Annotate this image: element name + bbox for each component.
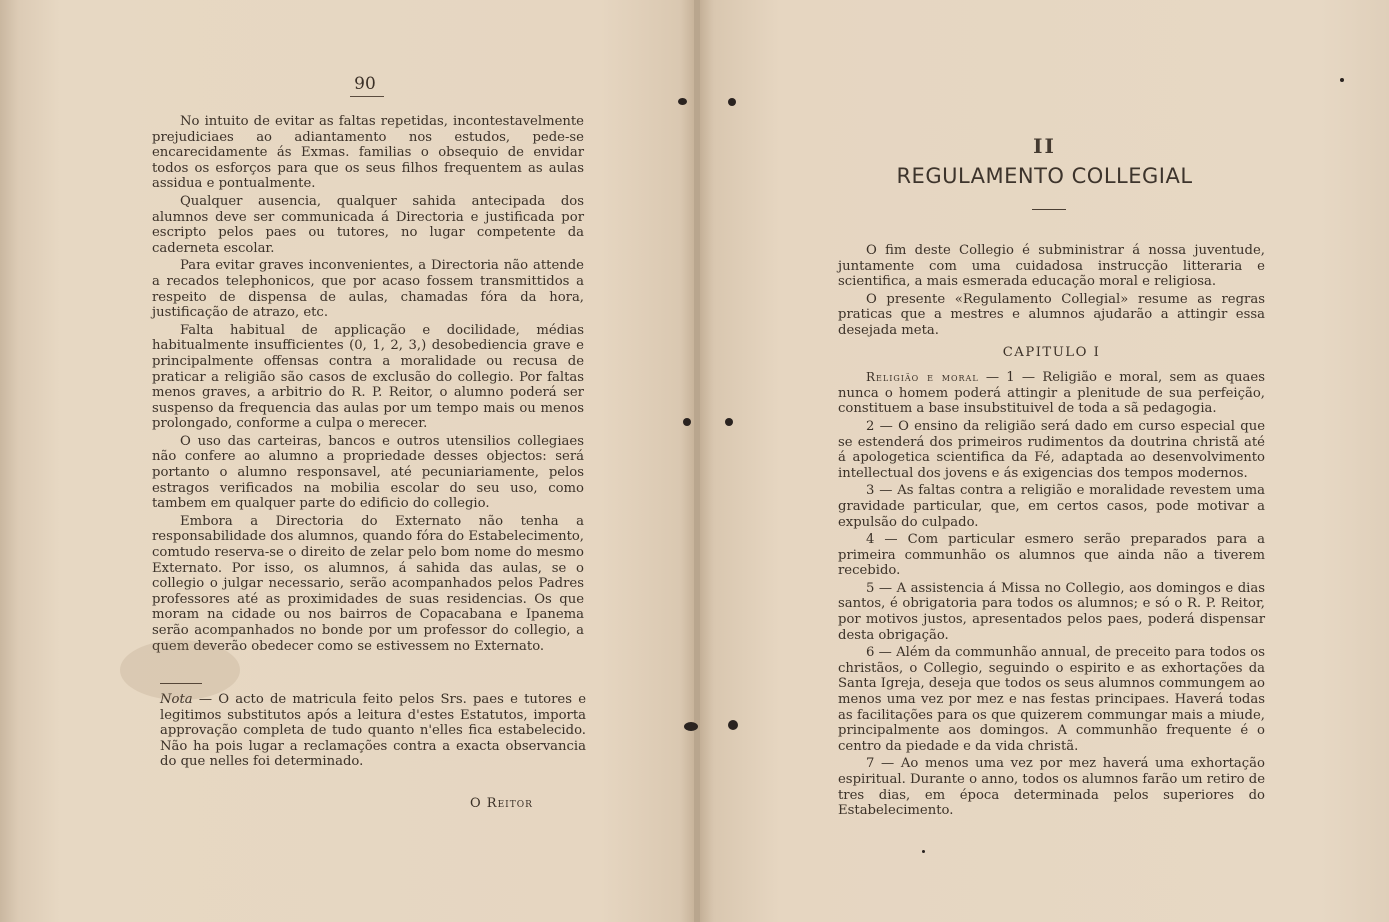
numbered-item: 7 — Ao menos uma vez por mez haverá uma exhortação espiritual. Durante o anno, todos os alumnos farão um retiro de tres dias, em época determinada pelos superiores do Estabelecimento. — [838, 756, 1265, 819]
numbered-item: 2 — O ensino da religião será dado em curso especial que se estenderá dos primeiros rudimentos da doutrina christã até á apologetica scientifica da Fé, adaptada ao desenvolvimento intellectual dos jovens e ás exigencias dos tempos modernos. — [838, 418, 1265, 481]
numbered-item: 5 — A assistencia á Missa no Collegio, aos domingos e dias santos, é obrigatoria para todos os alumnos; e só o R. P. Reitor, por motivos justos, apresentados pelos paes, poderá dispensar desta obrigação. — [838, 580, 1265, 643]
footnote — [160, 692, 586, 770]
left-page — [0, 0, 694, 922]
intro-paragraph: O fim deste Collegio é subministrar á nossa juventude, juntamente com uma cuidadosa instrucção litteraria e scientifica, a mais esmerada educação moral e religiosa. — [838, 243, 1265, 290]
paragraph: O uso das carteiras, bancos e outros utensilios collegiaes não confere ao alumno a propriedade desses objectos: será portanto o alumno responsavel, até pecuniariamente, pelos estragos verificados na mobilia escolar do seu uso, como tambem em qualquer parte do edificio do collegio. — [152, 433, 584, 512]
paragraph: Embora a Directoria do Externato não tenha a responsabilidade dos alumnos, quando fóra do Estabelecimento, comtudo reserva-se o direito de zelar pelo bom nome do mesmo Externato. Por isso, os alumnos, á sahida das aulas, se o collegio o julgar necessario, serão acompanhados pelos Padres professores até as proximidades de suas residencias. Os que moram na cidade ou nos bairros de Copacabana e Ipanema serão acompanhados no bonde por um professor do collegio, a quem deverão obedecer como se estivessem no Externato. — [152, 513, 584, 654]
numbered-item: 3 — As faltas contra a religião e moralidade revestem uma gravidade particular, que, em certos casos, pode motivar a expulsão do culpado. — [838, 483, 1265, 530]
binding-hole — [728, 98, 736, 106]
paper-speck — [922, 850, 925, 853]
paragraph: Qualquer ausencia, qualquer sahida antecipada dos alumnos deve ser communicada á Directoria e justificada por escripto pelos paes ou tutores, no lugar competente da caderneta escolar. — [152, 193, 584, 256]
intro-paragraph: O presente «Regulamento Collegial» resume as regras praticas que a mestres e alumnos ajudarão a attingir essa desejada meta. — [838, 291, 1265, 338]
binding-hole — [683, 418, 691, 426]
numbered-item: 6 — Além da communhão annual, de preceito para todos os christãos, o Collegio, seguindo o espirito e as exhortações da Santa Igreja, deseja que todos os seus alumnos commungem ao menos uma vez por mez e nas festas principaes. Haverá todas as facilitações para os que quizerem commungar mais a miude, principalmente aos domingos. A communhão frequente é o centro da piedade e da vida christã. — [838, 645, 1265, 754]
binding-hole — [728, 720, 738, 730]
paper-stain — [120, 640, 240, 700]
left-body-text — [152, 114, 584, 656]
binding-hole — [678, 98, 687, 105]
right-page — [700, 0, 1389, 922]
paper-speck — [1340, 78, 1344, 82]
chapter-title: REGULAMENTO COLLEGIAL — [896, 164, 1193, 188]
note-text: O acto de matricula feito pelos Srs. paes e tutores e legitimos substitutos após a leitura d'estes Estatutos, importa approvação completa de tudo quanto n'elles fica estabelecido. Não ha pois lugar a reclamações contra a exacta observancia do que nelles foi determinado. — [160, 692, 586, 770]
section-first-text: — 1 — Religião e moral, sem as quaes nunca o homem poderá attingir a plenitude de sua perfeição, constituem a base insubstituivel de toda a sã pedagogia. — [838, 370, 1265, 417]
binding-hole — [684, 722, 698, 731]
paragraph: No intuito de evitar as faltas repetidas, incontestavelmente prejudiciaes ao adiantamento nos estudos, pede-se encarecidamente ás Exmas. familias o obsequio de envidar todos os esforços para que os seus filhos frequentem as aulas assidua e pontualmente. — [152, 114, 584, 192]
page-number-rule — [350, 96, 384, 97]
numbered-item: 4 — Com particular esmero serão preparados para a primeira communhão os alumnos que ainda não a tiverem recebido. — [838, 532, 1265, 579]
chapter-numeral: II — [1033, 134, 1056, 158]
page-number: 90 — [354, 74, 376, 94]
section-label: Religião e moral — [866, 370, 979, 385]
title-rule — [1032, 209, 1066, 210]
paragraph: Para evitar graves inconvenientes, a Directoria não attende a recados telephonicos, que por acaso fossem transmittidos a respeito de dispensa de aulas, chamadas fóra da hora, justificação de atrazo, etc. — [152, 258, 584, 321]
paragraph: Falta habitual de applicação e docilidade, médias habitualmente insufficientes (0, 1, 2, 3,) desobediencia grave e principalmente offensas contra a moralidade ou recusa de praticar a religião são casos de exclusão do collegio. Por faltas menos graves, a arbitrio do R. P. Reitor, o alumno poderá ser suspenso da frequencia das aulas por um tempo mais ou menos prolongado, conforme a culpa o merecer. — [152, 322, 584, 432]
binding-hole — [725, 418, 733, 426]
note-lead: Nota — — [160, 692, 213, 707]
right-body-text — [838, 243, 1265, 821]
signature: O Reitor — [470, 796, 533, 811]
capitulo-heading: CAPITULO I — [1002, 344, 1101, 360]
section-paragraph — [838, 370, 1265, 417]
